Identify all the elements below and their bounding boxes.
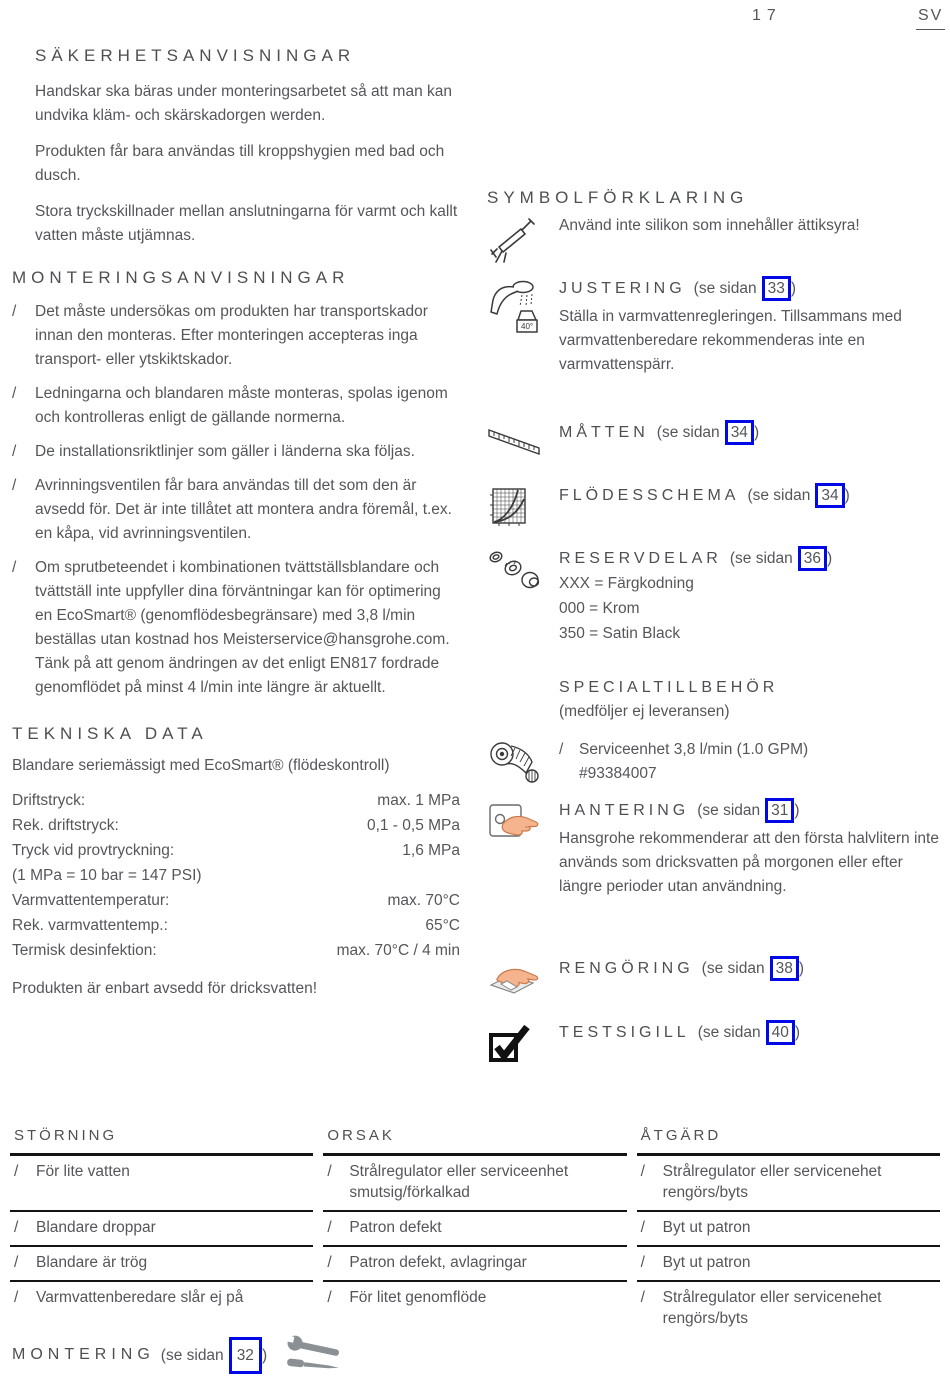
caulk-gun-icon: [487, 214, 559, 266]
spec-label: Termisk desinfektion:: [12, 942, 157, 959]
service-unit-row: [487, 738, 939, 788]
silicone-warning-text: Använd inte silikon som innehåller ättiksyra!: [559, 217, 860, 234]
see-page-ref: (se sidan 36 ): [730, 546, 832, 571]
adjustment-text: Ställa in varmvattenregleringen. Tillsammans med varmvattenberedare rekommenderas inte en varmvattenspärr.: [559, 308, 902, 373]
bullet-marker: /: [640, 1289, 645, 1306]
see-page-ref: (se sidan 31 ): [697, 798, 799, 823]
cause-cell: Strålregulator eller serviceenhet smutsig/förkalkad: [349, 1163, 569, 1201]
special-accessories-title: SPECIALTILLBEHÖR: [559, 679, 779, 696]
cleaning-page-link[interactable]: 38: [770, 956, 799, 981]
fault-cell: Blandare droppar: [36, 1219, 156, 1236]
fault-cell: Varmvattenberedare slår ej på: [36, 1289, 244, 1306]
mounting-footer: [12, 1334, 345, 1376]
adjustment-icon: [487, 276, 559, 377]
safety-title: SÄKERHETSANVISNINGAR: [35, 46, 356, 65]
bullet-marker: /: [14, 1163, 19, 1180]
spec-row: [12, 888, 460, 913]
flow-diagram-page-link[interactable]: 34: [815, 483, 844, 508]
action-cell: Strålregulator eller servicenehet rengörs/byts: [662, 1163, 882, 1201]
fault-cell: Blandare är trög: [36, 1254, 148, 1271]
mounting-title: MONTERING: [12, 1346, 155, 1363]
dimensions-title: MÅTTEN: [559, 424, 649, 441]
see-page-ref: (se sidan 34 ): [657, 420, 759, 445]
technical-intro: Blandare seriemässigt med EcoSmart® (flödeskontroll): [12, 757, 390, 774]
adjustment-page-link[interactable]: 33: [762, 276, 791, 301]
mounting-instructions-title: MONTERINGSANVISNINGAR: [12, 268, 350, 287]
tools-icon: [283, 1334, 345, 1376]
safety-paragraph: Handskar ska bäras under monteringsarbetet så att man kan undvika kläm- och skärskadorgen werden.: [35, 83, 453, 124]
flow-diagram-row: [487, 483, 939, 531]
list-item-text: Ledningarna och blandaren måste monteras, spolas igenom och kontrolleras enligt de gällande normerna.: [35, 385, 448, 426]
spare-parts-icon: [487, 546, 559, 646]
spec-label: Varmvattentemperatur:: [12, 892, 170, 909]
table-header-row: [10, 1122, 940, 1156]
bullet-marker: /: [640, 1219, 645, 1236]
test-seal-page-link[interactable]: 40: [766, 1020, 795, 1045]
spare-parts-row: [487, 546, 939, 646]
spec-row: [12, 938, 460, 963]
test-seal-row: [487, 1020, 939, 1068]
cause-cell: För litet genomflöde: [349, 1289, 487, 1306]
table-row: [10, 1156, 940, 1212]
mounting-page-link[interactable]: 32: [229, 1337, 262, 1374]
cause-cell: Patron defekt, avlagringar: [349, 1254, 527, 1271]
special-accessories-row: [487, 676, 939, 724]
ruler-icon: [487, 420, 559, 458]
column-header-fault: STÖRNING: [10, 1122, 313, 1156]
spec-value: 0,1 - 0,5 MPa: [366, 817, 460, 834]
spec-value: 65°C: [425, 917, 460, 934]
spec-row: [12, 788, 460, 813]
action-cell: Strålregulator eller servicenehet rengörs/byts: [662, 1289, 882, 1327]
bullet-marker: /: [12, 303, 17, 320]
list-item-text: Det måste undersökas om produkten har transportskador innan den monteras. Efter monteringen accepteras inga transport- eller ytskiktskador.: [35, 303, 428, 368]
cleaning-hand-icon: [487, 956, 559, 1002]
list-item: [12, 300, 460, 372]
adjustment-title: JUSTERING: [559, 280, 686, 297]
spare-parts-page-link[interactable]: 36: [798, 546, 827, 571]
spec-value: max. 70°C / 4 min: [336, 942, 460, 959]
color-coding-line: 350 = Satin Black: [559, 625, 681, 642]
bullet-marker: /: [12, 385, 17, 402]
checkbox-icon: [487, 1020, 559, 1068]
bullet-marker: /: [14, 1219, 19, 1236]
handling-page-link[interactable]: 31: [765, 798, 794, 823]
service-unit-code: #93384007: [579, 765, 657, 782]
bullet-marker: /: [12, 477, 17, 494]
technical-specs: [12, 788, 460, 963]
spec-row: [12, 913, 460, 938]
dimensions-page-link[interactable]: 34: [725, 420, 754, 445]
silicone-warning-row: [487, 214, 939, 266]
troubleshooting-table: [10, 1122, 940, 1336]
flow-diagram-title: FLÖDESSCHEMA: [559, 487, 740, 504]
test-seal-title: TESTSIGILL: [559, 1024, 690, 1041]
bullet-marker: /: [12, 559, 17, 576]
spec-row: [12, 863, 460, 888]
flow-diagram-icon: [487, 483, 559, 531]
see-page-ref: (se sidan 38 ): [702, 956, 804, 981]
bullet-marker: /: [327, 1219, 332, 1236]
list-item-text: De installationsriktlinjer som gäller i länderna ska följas.: [35, 443, 415, 460]
drinking-water-note: Produkten är enbart avsedd för dricksvatten!: [12, 980, 317, 997]
adjustment-row: [487, 276, 939, 377]
see-page-ref: (se sidan 40 ): [698, 1020, 800, 1045]
see-page-ref: (se sidan 33 ): [694, 276, 796, 301]
spec-value: 1,6 MPa: [402, 842, 460, 859]
mounting-instructions-list: [12, 300, 460, 700]
hand-faucet-icon: [487, 798, 559, 899]
list-item-text: Om sprutbeteendet i kombinationen tvättställsblandare och tvättställ inte uppfyller dina förväntningar kan för optimering en EcoSmart® (genomflödesbegränsare) med 3,8 l/min beställas utan kostnad hos Meisterservice@hansgrohe.com. Tänk på att genom ändringen av det enligt EN817 fordrade genomflödet på minst 4 l/min inte längre är aktuellt.: [35, 559, 450, 696]
left-column: [12, 0, 460, 1017]
safety-paragraph: Produkten får bara användas till kroppshygien med bad och dusch.: [35, 143, 445, 184]
bullet-marker: /: [327, 1289, 332, 1306]
bullet-marker: /: [327, 1254, 332, 1271]
spec-label: Rek. varmvattentemp.:: [12, 917, 168, 934]
spec-label: Driftstryck:: [12, 792, 86, 809]
list-item: [12, 440, 460, 464]
color-coding-line: 000 = Krom: [559, 600, 640, 617]
list-item: [12, 382, 460, 430]
page-number: 17: [752, 7, 782, 24]
column-header-cause: ORSAK: [323, 1122, 626, 1156]
spec-value: max. 70°C: [387, 892, 460, 909]
language-link[interactable]: SV: [916, 4, 945, 30]
bullet-marker: /: [14, 1254, 19, 1271]
table-row: [10, 1247, 940, 1282]
service-unit-item: [559, 738, 939, 762]
handling-text: Hansgrohe rekommenderar att den första halvlitern inte används som dricksvatten på morgonen eller efter längre perioder utan användning.: [559, 830, 939, 895]
aerator-icon: [487, 738, 559, 788]
see-page-ref: (se sidan 34 ): [747, 483, 849, 508]
table-row: [10, 1282, 940, 1336]
symbol-legend-title-row: [487, 186, 939, 210]
symbol-legend-title: SYMBOLFÖRKLARING: [487, 188, 749, 207]
bullet-marker: /: [14, 1289, 19, 1306]
bullet-marker: /: [640, 1254, 645, 1271]
spec-row: [12, 813, 460, 838]
action-cell: Byt ut patron: [662, 1254, 751, 1271]
handling-row: [487, 798, 939, 899]
column-header-action: ÅTGÄRD: [637, 1122, 940, 1156]
bullet-marker: /: [640, 1163, 645, 1180]
handling-title: HANTERING: [559, 802, 690, 819]
list-item-text: Avrinningsventilen får bara användas till det som den är avsedd för. Det är inte tillåtet att montera andra föremål, t.ex. en kåpa, vid avrinningsventilen.: [35, 477, 452, 542]
table-row: [10, 1212, 940, 1247]
action-cell: Byt ut patron: [662, 1219, 751, 1236]
safety-paragraph: Stora tryckskillnader mellan anslutningarna för varmt och kallt vatten måste utjämnas.: [35, 203, 458, 244]
dimensions-row: [487, 420, 939, 458]
cleaning-title: RENGÖRING: [559, 960, 694, 977]
bullet-marker: /: [327, 1163, 332, 1180]
fault-cell: För lite vatten: [36, 1163, 130, 1180]
spec-row: [12, 838, 460, 863]
see-page-ref: (se sidan 32 ): [161, 1337, 267, 1374]
list-item: [12, 556, 460, 700]
special-accessories-subtitle: (medföljer ej leveransen): [559, 703, 730, 720]
spec-label: (1 MPa = 10 bar = 147 PSI): [12, 867, 202, 884]
bullet-marker: /: [12, 443, 17, 460]
color-coding-line: XXX = Färgkodning: [559, 575, 694, 592]
svg-text:40°: 40°: [521, 322, 534, 331]
bullet-marker: /: [559, 741, 564, 758]
cleaning-row: [487, 956, 939, 1002]
spare-parts-title: RESERVDELAR: [559, 550, 722, 567]
spec-label: Rek. driftstryck:: [12, 817, 119, 834]
list-item: [12, 474, 460, 546]
technical-data-title: TEKNISKA DATA: [12, 724, 208, 743]
spec-label: Tryck vid provtryckning:: [12, 842, 175, 859]
spec-value: max. 1 MPa: [377, 792, 460, 809]
service-unit-text: Serviceenhet 3,8 l/min (1.0 GPM): [579, 741, 809, 758]
safety-section: [35, 0, 460, 248]
cause-cell: Patron defekt: [349, 1219, 442, 1236]
